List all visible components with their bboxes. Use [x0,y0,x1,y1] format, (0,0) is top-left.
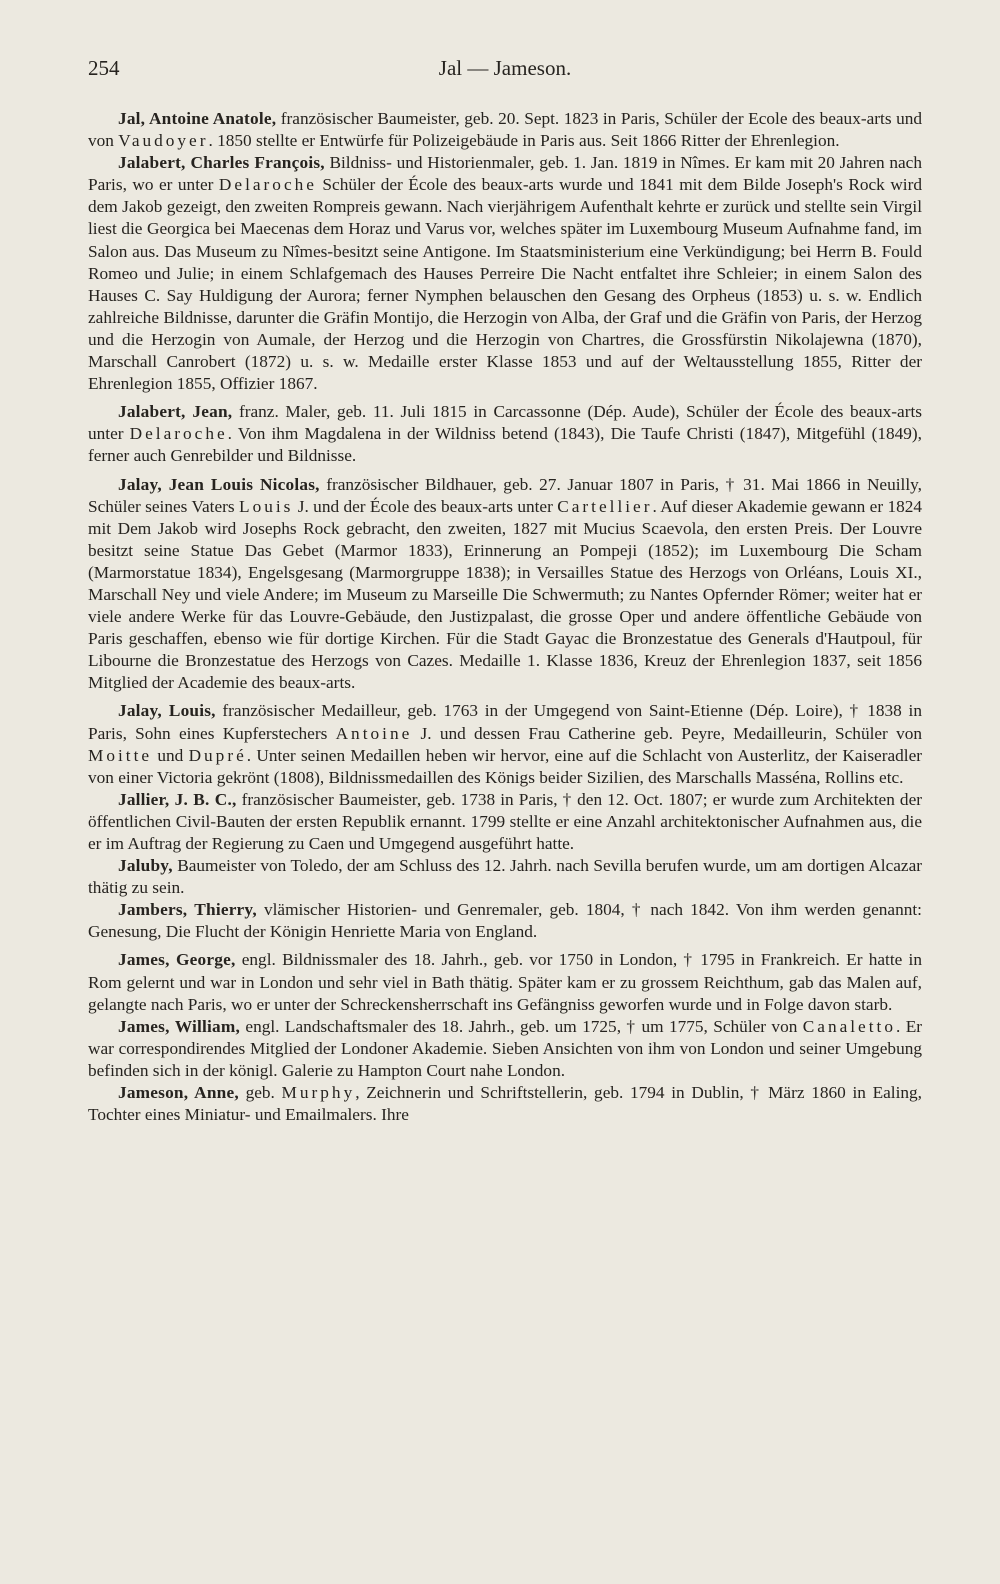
entry-jalabert-charles: Jalabert, Charles François, Bildniss- und Historienmaler, geb. 1. Jan. 1819 in Nîmes. Er kam mit 20 Jahren nach Paris, wo er unter Delaroche Schüler der École des beaux-arts wurde und 1841 mit dem Bilde Joseph's Rock wird dem Jakob gezeigt, den zweiten Rompreis gewann. Nach vierjährigem Aufenthalt kehrte er zurück und stellte sein Virgil liest die Georgica bei Maecenas dem Horaz und Varus vor, welches später im Luxembourg Museum Aufnahme fand, im Salon aus. Das Museum zu Nîmes-besitzt seine Antigone. Im Staatsministerium eine Verkündigung; bei Herrn B. Fould Romeo und Julie; in einem Schlafgemach des Hauses Perreire Die Nacht entfaltet ihre Schleier; in einem Salon des Hauses C. Say Huldigung der Aurora; ferner Nymphen belauschen den Gesang des Orpheus (1853) u. s. w. Endlich zahlreiche Bildnisse, darunter die Gräfin Montijo, die Herzogin von Alba, der Graf und die Gräfin von Paris, der Herzog und die Herzogin von Aumale, der Herzog und die Herzogin von Chartres, die Grossfürstin Nikolajewna (1870), Marschall Canrobert (1872) u. s. w. Medaille erster Klasse 1853 und auf der Weltausstellung 1855, Ritter der Ehrenlegion 1855, Offizier 1867. [88,153,922,394]
entry-jaluby: Jaluby, Baumeister von Toledo, der am Schluss des 12. Jahrh. nach Sevilla berufen wurde, um am dortigen Alcazar thätig zu sein. [88,856,922,898]
entry-jalabert-jean: Jalabert, Jean, franz. Maler, geb. 11. Juli 1815 in Carcassonne (Dép. Aude), Schüler der École des beaux-arts unter Delaroche. Von ihm Magdalena in der Wildniss betend (1843), Die Taufe Christi (1847), Mitgefühl (1849), ferner auch Genrebilder und Bildnisse. [88,402,922,466]
entry-jallier: Jallier, J. B. C., französischer Baumeister, geb. 1738 in Paris, † den 12. Oct. 1807; er wurde zum Architekten der öffentlichen Civil-Bauten der ersten Republik ernannt. 1799 stellte er eine Anzahl architektonischer Aufnahmen aus, die er im Auftrag der Regierung zu Caen und Umgegend ausgeführt hatte. [88,789,922,853]
entry-james-william: James, William, engl. Landschaftsmaler des 18. Jahrh., geb. um 1725, † um 1775, Schüler von Canaletto. Er war correspondirendes Mitglied der Londoner Akademie. Sieben Ansichten von ihm von London und seiner Umgebung befinden sich in der königl. Galerie zu Hampton Court nahe London. [88,1016,923,1080]
entry-jalay-jean-louis: Jalay, Jean Louis Nicolas, französischer Bildhauer, geb. 27. Januar 1807 in Paris, † 31. Mai 1866 in Neuilly, Schüler seines Vaters Louis J. und der École des beaux-arts unter Cartellier. Auf dieser Akademie gewann er 1824 mit Dem Jakob wird Josephs Rock gebracht, den zweiten, 1827 mit Mucius Scaevola, den ersten Preis. Der Louvre besitzt seine Statue Das Gebet (Marmor 1833), Erinnerung an Pompeji (1852); im Luxembourg Die Scham (Marmorstatue 1834), Engelsgesang (Marmorgruppe 1838); in Versailles Statue des Herzogs von Orléans, Louis XI., Marschall Ney und viele Andere; im Museum zu Marseille Die Schwermuth; zu Nantes Opfernder Römer; weiter hat er viele andere Werke für das Louvre-Gebäude, den Justizpalast, die grosse Oper und andere öffentliche Gebäude von Paris geschaffen, ebenso wie für dortige Kirchen. Für die Stadt Gayac die Bronzestatue des Generals d'Hautpoul, für Libourne die Bronzestatue des Herzogs von Cazes. Medaille 1. Klasse 1836, Kreuz der Ehrenlegion 1837, seit 1856 Mitglied der Academie des beaux-arts. [88,474,923,693]
entry-name: James, William, [118,1016,241,1036]
entry-name: Jallier, J. B. C., [118,789,237,809]
entry-jameson-anne: Jameson, Anne, geb. Murphy, Zeichnerin und Schriftstellerin, geb. 1794 in Dublin, † März 1860 in Ealing, Tochter eines Miniatur- und Emailmalers. Ihre [88,1083,923,1125]
entry-james-george: James, George, engl. Bildnissmaler des 18. Jahrh., geb. vor 1750 in London, † 1795 in Frankreich. Er hatte in Rom gelernt und war in London und sehr viel in Bath thätig. Später kam er zu grossem Reichthum, gab das Malen auf, gelangte nach Paris, wo er unter der Schreckensherrschaft ins Gefängniss geworfen wurde und in Folge davon starb. [88,950,922,1014]
entry-name: Jameson, Anne, [118,1083,239,1103]
entry-name: Jalabert, Jean, [118,402,233,422]
entry-name: Jalay, Jean Louis Nicolas, [118,474,320,494]
page-header [88,56,922,86]
entry-jambers: Jambers, Thierry, vlämischer Historien- und Genremaler, geb. 1804, † nach 1842. Von ihm werden genannt: Genesung, Die Flucht der Königin Henriette Maria von England. [88,900,922,942]
entry-name: Jaluby, [118,856,173,876]
entry-name: Jalabert, Charles François, [118,153,325,173]
entry-jalay-louis: Jalay, Louis, französischer Medailleur, geb. 1763 in der Umgegend von Saint-Etienne (Dép. Loire), † 1838 in Paris, Sohn eines Kupferstechers Antoine J. und dessen Frau Catherine geb. Peyre, Medailleurin, Schüler von Moitte und Dupré. Unter seinen Medaillen heben wir hervor, eine auf die Schlacht von Austerlitz, der Kaiseradler von einer Victoria gekrönt (1808), Bildnissmedaillen des Königs beider Sizilien, des Marschalls Masséna, Rollins etc. [88,701,923,787]
entry-name: Jalay, Louis, [118,701,216,721]
entry-name: Jambers, Thierry, [118,900,257,920]
entry-name: Jal, Antoine Anatole, [118,109,277,128]
entry-name: James, George, [118,950,236,970]
entry-jal-antoine: Jal, Antoine Anatole, französischer Baumeister, geb. 20. Sept. 1823 in Paris, Schüler der Ecole des beaux-arts und von Vaudoyer. 1850 stellte er Entwürfe für Polizeigebäude in Paris aus. Seit 1866 Ritter der Ehrenlegion. [88,109,922,151]
page-number: 254 [88,56,120,80]
dictionary-body [88,108,922,1126]
running-head: Jal — Jameson. [438,56,572,80]
